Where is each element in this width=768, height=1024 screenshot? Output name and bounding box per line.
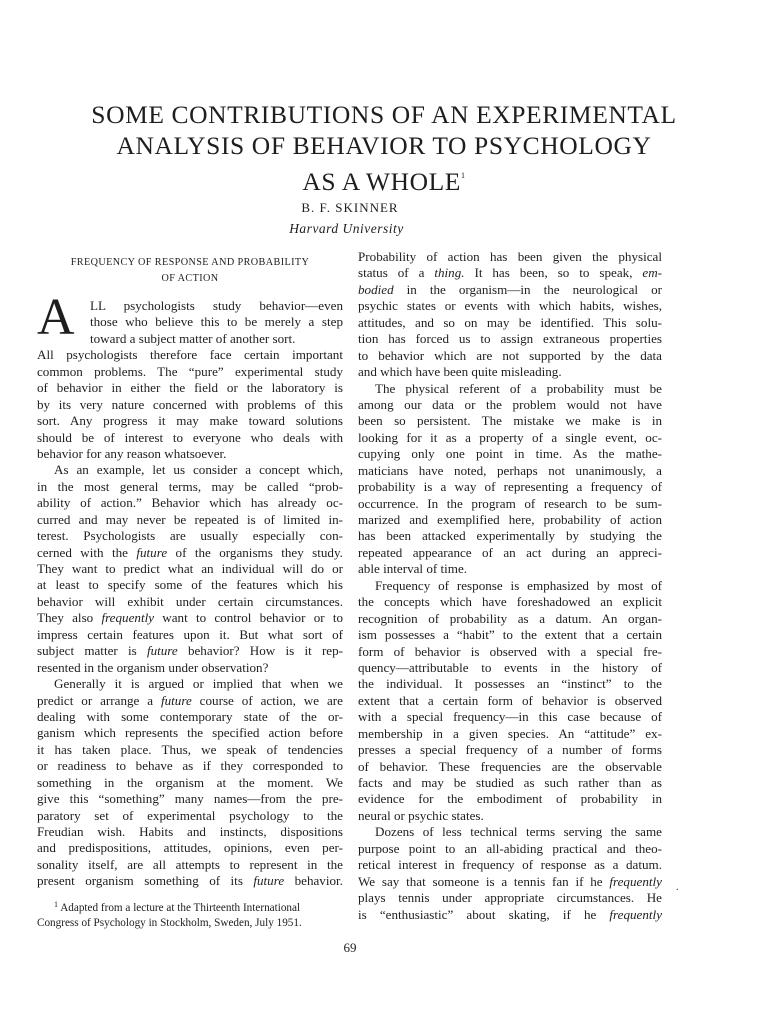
left-column-line: and predispositions, attitudes, opinions, even per- [37,840,343,856]
title-line-3-text: AS A WHOLE [302,167,461,196]
section-heading-line-2: OF ACTION [161,272,219,284]
section-heading [37,255,343,286]
left-column-line: present organism something of its future behavior. [37,873,343,889]
right-column-line: quency—attributable to events in the history of [358,659,662,675]
left-column-line: by its very nature concerned with problems of this [37,396,343,412]
right-column-line: the individual. It possesses an “instinct” to the [358,676,662,692]
right-column-line: tion has forced us to assign extraneous properties [358,331,662,347]
right-column-line: retical interest in frequency of response as a datum. [358,857,662,873]
right-column-line: is “enthusiastic” about skating, if he frequently [358,906,663,922]
right-column-line: ism possesses a “habit” to the extent that a certain [358,627,662,643]
left-column-line: in the most general terms, may be called “prob- [37,478,343,494]
left-column-line: of behavior in either the field or the laboratory is [37,380,343,396]
right-column-line: extent that a certain form of behavior is observed [358,692,662,708]
italic-word: bodied [358,281,394,297]
italic-word: frequently [101,610,155,626]
right-column-line: maticians have noted, perhaps not unanimously, a [358,462,662,478]
left-column-line: give this “something” many names—from the pre- [37,791,343,807]
author-affiliation: Harvard University [289,221,404,236]
right-column-line: attitudes, and so on may be identified. This solu- [358,314,662,330]
page-number: 69 [343,940,357,955]
right-column-line: membership in a given species. An “attitude” ex- [358,725,662,741]
footnote-line-2: Congress of Psychology in Stockholm, Sweden, July 1951. [37,916,302,929]
right-column [358,249,662,923]
right-column-line: recognition of probability as a datum. An organ- [358,610,662,626]
left-column-line: toward a subject matter of another sort. [90,330,296,346]
right-column-line: plays tennis under appropriate circumstances. He [358,890,662,906]
left-column-line: They want to predict what an individual will do or [37,561,343,576]
right-column-line: Probability of action has been given the physical [358,249,662,264]
right-column-line: among our data or the problem would not have [358,396,662,412]
left-column-line: those who believe this to be merely a step [90,314,343,330]
left-column-line: As an example, let us consider a concept which, [54,462,343,478]
right-column-line: cupying only one point in time. As the mathe- [358,446,662,462]
right-column-line: status of a thing. It has been, so to speak, em- [358,265,663,281]
left-column-line: terest. Psychologists are usually especially con- [37,528,343,544]
left-column-line: impress certain features upon it. But what sort of [37,626,343,642]
heading-spacer [37,286,343,298]
italic-word: em- [642,265,663,281]
right-column-line: facts and may be studied as such rather than as [358,775,662,790]
margin-mark: . [676,882,679,893]
left-column-line: resented in the organism under observation? [37,659,269,675]
right-column-line: form of behavior is observed with a special fre- [358,643,662,659]
italic-word: future [160,692,192,708]
left-column-line: should be of interest to everyone who deals with [37,429,343,445]
section-heading-line-1: FREQUENCY OF RESPONSE AND PROBABILITY [70,257,310,268]
left-column-line: paratory set of experimental psychology to the [37,807,343,823]
right-column-line: Frequency of response is emphasized by most of [375,577,662,593]
title-line-1: SOME CONTRIBUTIONS OF AN EXPERIMENTAL [91,100,677,129]
right-column-line: marized and exemplified here, probability of action [358,512,662,527]
left-column-line: behavior for any reason whatsoever. [37,445,227,461]
right-column-body [358,249,662,923]
left-column-line: sort. Any progress it may make toward solutions [37,413,343,429]
left-column-line: common problems. The “pure” experimental study [37,363,343,379]
left-column-line: sonality itself, are all attempts to represent in the [37,856,343,872]
right-column-line: been so persistent. The mistake we make is in [358,413,662,429]
left-column-line: ability of action.” Behavior which has already oc- [37,495,343,511]
right-column-line: with a special frequency—in this case because of [358,709,662,725]
right-column-line: occurrence. In the program of research to be sum- [358,495,662,511]
left-column-line: All psychologists therefore face certain important [37,347,343,363]
left-column-line: behavior will exhibit under certain circumstances. [37,593,343,609]
right-column-line: repeated appearance of an act during an appreci- [358,544,662,560]
right-column-line: and which have been quite misleading. [358,364,562,380]
article-title [0,100,768,198]
right-column-line: We say that someone is a tennis fan if he frequently [358,873,662,889]
left-column-line: at least to specify some of the features which his [37,577,343,593]
right-column-line: purpose point to an all-abiding practical and theo- [358,840,662,856]
left-column [37,255,343,931]
left-column-line: Freudian wish. Habits and instincts, dispositions [37,824,343,839]
left-column-line: Generally it is argued or implied that when we [54,676,343,692]
right-column-line: The physical referent of a probability must be [375,380,662,396]
right-column-line: evidence for the embodiment of probability in [358,791,662,807]
title-line-2: ANALYSIS OF BEHAVIOR TO PSYCHOLOGY [116,130,652,160]
left-column-line: subject matter is future behavior? How is it rep- [37,643,344,659]
footnote [37,897,343,931]
italic-word: future [146,643,178,659]
left-column-line: They also frequently want to control behavior or to [37,610,344,626]
right-column-line: Dozens of less technical terms serving the same [375,824,662,840]
footnote-marker: 1 [54,899,58,909]
right-column-line: probability is a way of representing a frequency of [358,479,662,495]
title-line-3 [0,161,768,198]
left-column-line: it has taken place. Thus, we speak of tendencies [37,741,343,757]
italic-word: future [253,873,285,889]
right-column-line: to behavior which are not supported by the data [358,347,662,363]
left-column-line: dealing with some contemporary state of the or- [37,708,343,724]
right-column-line: presses a special frequency of a number of forms [358,742,662,758]
title-footnote-marker: 1 [460,171,466,180]
right-column-line: looking for it as a property of a single event, oc- [358,429,662,445]
left-column-body [37,289,344,890]
right-column-line: has been attacked experimentally by studying the [358,528,662,544]
footnote-line-1 [37,897,343,916]
right-column-line: psychic states or events with which habits, wishes, [358,298,662,314]
right-column-line: of behavior. These frequencies are the observable [358,758,662,774]
left-column-line: curred and may never be repeated is of limited in- [37,511,343,527]
right-column-line: bodied in the organism—in the neurological or [358,281,662,297]
right-column-line: able interval of time. [358,561,468,577]
left-column-line: or readiness to behave as if they corresponded to [37,758,343,774]
drop-cap: A [37,289,75,346]
italic-word: future [136,544,168,560]
italic-word: frequently [609,906,663,922]
left-column-line: ganism which represents the specified action before [37,725,343,741]
footnote-line-1-text: Adapted from a lecture at the Thirteenth International [60,901,301,914]
left-column-line: predict or arrange a future course of action, we are [37,692,343,708]
left-column-line: cerned with the future of the organisms they study. [37,544,343,560]
footnote-spacer [37,890,343,897]
right-column-line: the concepts which have foreshadowed an explicit [358,594,662,610]
left-column-line: something in the organism at the moment. We [37,774,343,790]
italic-word: thing. [434,265,465,281]
right-column-line: neural or psychic states. [358,807,484,823]
left-column-line: LL psychologists study behavior—even [90,298,343,313]
author-name: B. F. SKINNER [301,200,399,215]
italic-word: frequently [609,873,662,889]
